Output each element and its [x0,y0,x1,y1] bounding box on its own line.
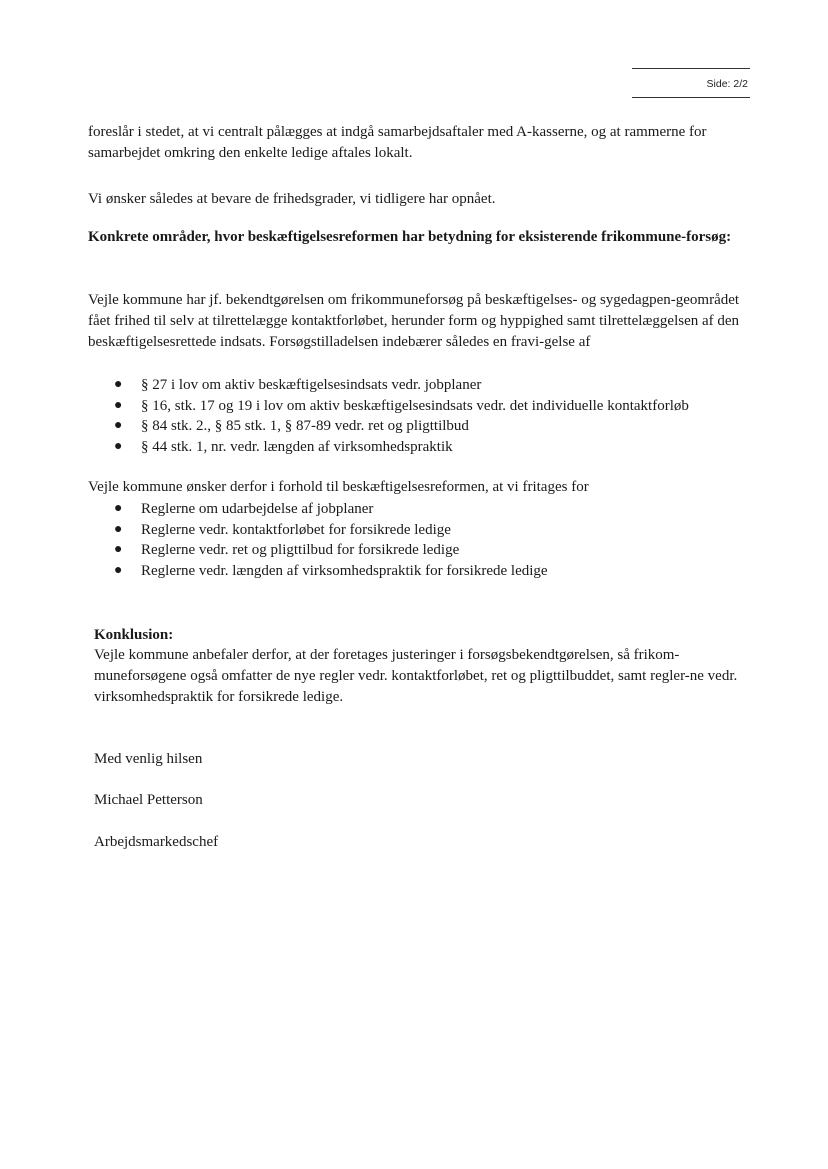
list-item: ● Reglerne vedr. ret og pligttilbud for forsikrede ledige [104,540,764,561]
paragraph-freedom: Vi ønsker således at bevare de frihedsgrader, vi tidligere har opnået. [88,191,496,207]
list-item: ● Reglerne om udarbejdelse af jobplaner [104,499,764,520]
paragraph-trial-permission: Vejle kommune har jf. bekendtgørelsen om frikommuneforsøg på beskæftigelses- og sygedagpen-geområdet fået frihed til selv at tilrettelægge kontaktforløbet, herunder form og hyppighed samt tilrettelæggelsen af den beskæftigelsesrettede indsats. Forsøgstilladelsen indebærer således en fravi-gelse af [88,292,740,350]
list-item: ● § 44 stk. 1, nr. vedr. længden af virksomhedspraktik [104,437,764,458]
exemption-list [104,375,764,457]
paragraph-request: Vejle kommune ønsker derfor i forhold til beskæftigelsesreformen, at vi fritages for [88,479,589,495]
bullet-icon: ● [114,377,123,392]
bullet-icon: ● [114,562,123,578]
section-heading-concrete-areas: Konkrete områder, hvor beskæftigelsesreformen har betydning for eksisterende frikommune-forsøg: [88,229,732,245]
paragraph-continuation: foreslår i stedet, at vi centralt pålægges at indgå samarbejdsaftaler med A-kasserne, og at rammerne for samarbejdet omkring den enkelte ledige aftales lokalt. [88,124,707,161]
bullet-icon: ● [114,542,123,557]
signature-title: Arbejdsmarkedschef [94,834,219,850]
request-list [104,499,764,581]
conclusion-heading: Konklusion: [94,627,174,643]
bullet-icon: ● [114,521,123,537]
bullet-icon: ● [114,438,123,454]
signature-name: Michael Petterson [94,792,203,808]
bullet-icon: ● [114,397,123,413]
list-item: ● Reglerne vedr. kontaktforløbet for forsikrede ledige [104,520,764,541]
list-item: ● § 16, stk. 17 og 19 i lov om aktiv beskæftigelsesindsats vedr. det individuelle kontaktforløb [104,396,764,417]
page-header [632,68,750,98]
bullet-icon: ● [114,418,123,433]
list-item: ● Reglerne vedr. længden af virksomhedspraktik for forsikrede ledige [104,561,764,582]
signature-greeting: Med venlig hilsen [94,751,203,767]
paragraph-conclusion: Vejle kommune anbefaler derfor, at der foretages justeringer i forsøgsbekendtgørelsen, så frikom-muneforsøgene også omfatter de nye regler vedr. kontaktforløbet, ret og pligttilbuddet, samt regler-ne vedr. virksomhedspraktik for forsikrede ledige. [94,647,738,705]
bullet-icon: ● [114,501,123,516]
list-item: ● § 27 i lov om aktiv beskæftigelsesindsats vedr. jobplaner [104,375,764,396]
page-number: Side: 2/2 [706,78,748,90]
list-item: ● § 84 stk. 2., § 85 stk. 1, § 87-89 vedr. ret og pligttilbud [104,416,764,437]
